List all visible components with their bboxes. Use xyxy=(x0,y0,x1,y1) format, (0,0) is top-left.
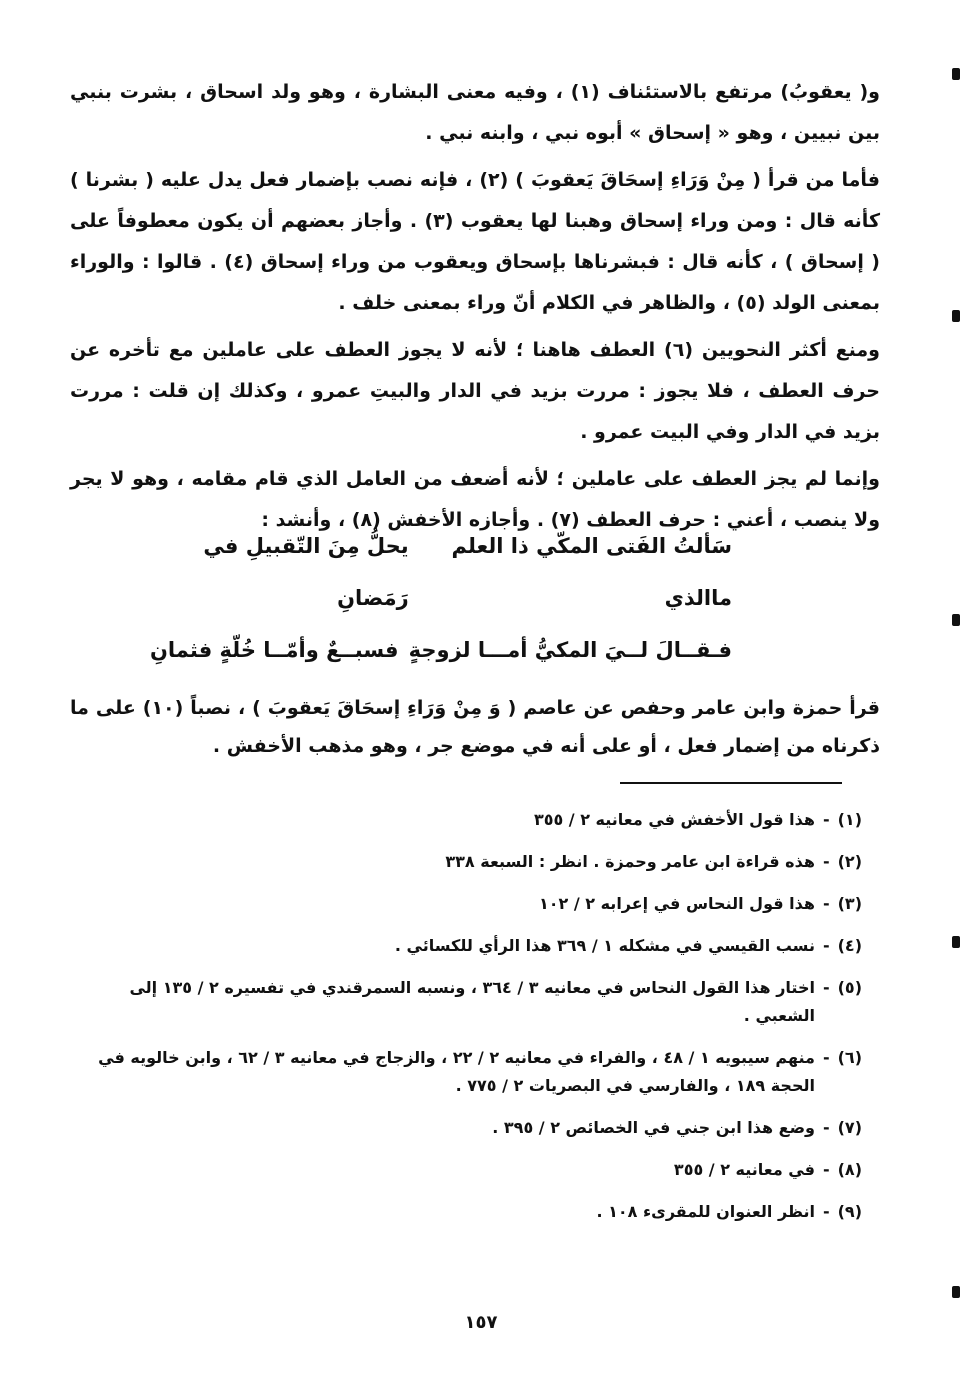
paragraph: فأما من قرأ ( مِنْ وَرَاءِ إسحَاقَ يَعقوبَ ) (٢) ، فإنه نصب بإضمار فعل يدل عليه ( بشرنا ) كأنه قال : ومن وراء إسحاق وهبنا لها يعقوب (٣) . وأجاز بعضهم أن يكون معطوفاً على ( إسحاق ) ، كأنه قال : فبشرناها بإسحاق ويعقوب من وراء إسحاق (٤) . قالوا : والوراء بمعنى الولد (٥) ، والظاهر في الكلام أنّ وراء بمعنى خلف . xyxy=(70,169,880,314)
footnote-text: هذه قراءة ابن عامر وحمزة . انظر : السبعة ٣٣٨ xyxy=(445,852,815,871)
margin-mark xyxy=(952,310,960,322)
footnote-text: في معانيه ٢ / ٣٥٥ xyxy=(673,1160,815,1179)
main-text xyxy=(70,72,880,541)
footnote xyxy=(90,890,862,918)
closing-paragraph: قرأ حمزة وابن عامر وحفص عن عاصم ( وَ مِنْ وَرَاءِ إسحَاقَ يَعقوبَ ) ، نصباً (١٠) على ما ذكرناه من إضمار فعل ، أو على أنه في موضع جر ، وهو مذهب الأخفش . xyxy=(70,697,880,757)
footnote-text: وضع هذا ابن جني في الخصائص ٢ / ٣٩٥ . xyxy=(492,1118,815,1137)
footnote xyxy=(90,1044,862,1100)
footnote-dash: - xyxy=(822,936,830,955)
footnote-number: (٧) xyxy=(837,1118,862,1137)
footnote xyxy=(90,1114,862,1142)
footnotes xyxy=(90,806,862,1240)
footnote-number: (٦) xyxy=(837,1048,862,1067)
poem xyxy=(150,520,732,676)
verse xyxy=(150,520,732,624)
footnote-number: (٢) xyxy=(837,852,862,871)
footnote-number: (٨) xyxy=(837,1160,862,1179)
paragraph: ومنع أكثر النحويين (٦) العطف هاهنا ؛ لأنه لا يجوز العطف على عاملين مع تأخره عن حرف العطف ، فلا يجوز : مررت بزيد في الدار والبيتِ عمرو ، وكذلك إن قلت : مررت بزيد في الدار وفي البيت عمرو . xyxy=(70,339,880,443)
footnote xyxy=(90,1156,862,1184)
footnote-dash: - xyxy=(822,978,830,997)
margin-mark xyxy=(952,614,960,626)
footnote xyxy=(90,848,862,876)
footnote-text: انظر العنوان للمقرىء ١٠٨ . xyxy=(596,1202,815,1221)
footnote-dash: - xyxy=(822,1160,830,1179)
paragraph: و( يعقوبُ) مرتفع بالاستئناف (١) ، وفيه معنى البشارة ، وهو ولد اسحاق ، بشرت بنبي بين نبيين ، وهو « إسحاق » أبوه نبي ، وابنه نبي . xyxy=(70,81,880,144)
footnote-dash: - xyxy=(822,894,830,913)
footnote-text: اختار هذا القول النحاس في معانيه ٣ / ٣٦٤ ، ونسبه السمرقندي في تفسيره ٢ / ١٣٥ إلى الشعبي . xyxy=(129,978,815,1025)
footnote-number: (٥) xyxy=(837,978,862,997)
footnote-text: هذا قول الأخفش في معانيه ٢ / ٣٥٥ xyxy=(533,810,815,829)
footnote xyxy=(90,806,862,834)
verse-second-hemistich: يحلُّ مِنَ التّقبيلِ في رَمَضانِ xyxy=(203,534,409,610)
footnote-dash: - xyxy=(822,1118,830,1137)
margin-mark xyxy=(952,68,960,80)
footnote xyxy=(90,974,862,1030)
footnote-dash: - xyxy=(822,852,830,871)
footnote-text: منهم سيبويه ١ / ٤٨ ، والفراء في معانيه ٢ / ٢٢ ، والزجاج في معانيه ٣ / ٦٢ ، وابن خالويه في الحجة ١٨٩ ، والفارسي في البصريات ٢ / ٧٧٥ . xyxy=(98,1048,815,1095)
footnote-dash: - xyxy=(822,810,830,829)
footnote-number: (٣) xyxy=(837,894,862,913)
footnote-dash: - xyxy=(822,1048,830,1067)
footnote xyxy=(90,1198,862,1226)
verse-first-hemistich: فـقــالَ لــيَ المكيُّ أمـــا لزوجةٍ xyxy=(408,638,732,662)
footnote-dash: - xyxy=(822,1202,830,1221)
margin-mark xyxy=(952,1286,960,1298)
footnote xyxy=(90,932,862,960)
paragraph: وإنما لم يجز العطف على عاملين ؛ لأنه أضعف من العامل الذي قام مقامه ، وهو لا يجر ولا ينصب ، أعني : حرف العطف (٧) . وأجازه الأخفش (٨) ، وأنشد : xyxy=(70,468,880,531)
verse xyxy=(150,624,732,676)
verse-first-hemistich: سَألتُ الفَتى المكّي ذا العلم ماالذي xyxy=(451,534,732,610)
footnote-number: (٤) xyxy=(837,936,862,955)
margin-mark xyxy=(952,936,960,948)
verse-second-hemistich: فسبــعٌ وأمّــا خُلّةٍ فثمانِ xyxy=(150,638,399,662)
footnote-text: نسب القيسي في مشكله ١ / ٣٦٩ هذا الرأي للكسائي . xyxy=(394,936,815,955)
footnote-text: هذا قول النحاس في إعرابه ٢ / ١٠٢ xyxy=(538,894,815,913)
footnote-number: (١) xyxy=(837,810,862,829)
footnote-separator xyxy=(620,782,842,784)
footnote-number: (٩) xyxy=(837,1202,862,1221)
page-number: ١٥٧ xyxy=(464,1312,498,1333)
